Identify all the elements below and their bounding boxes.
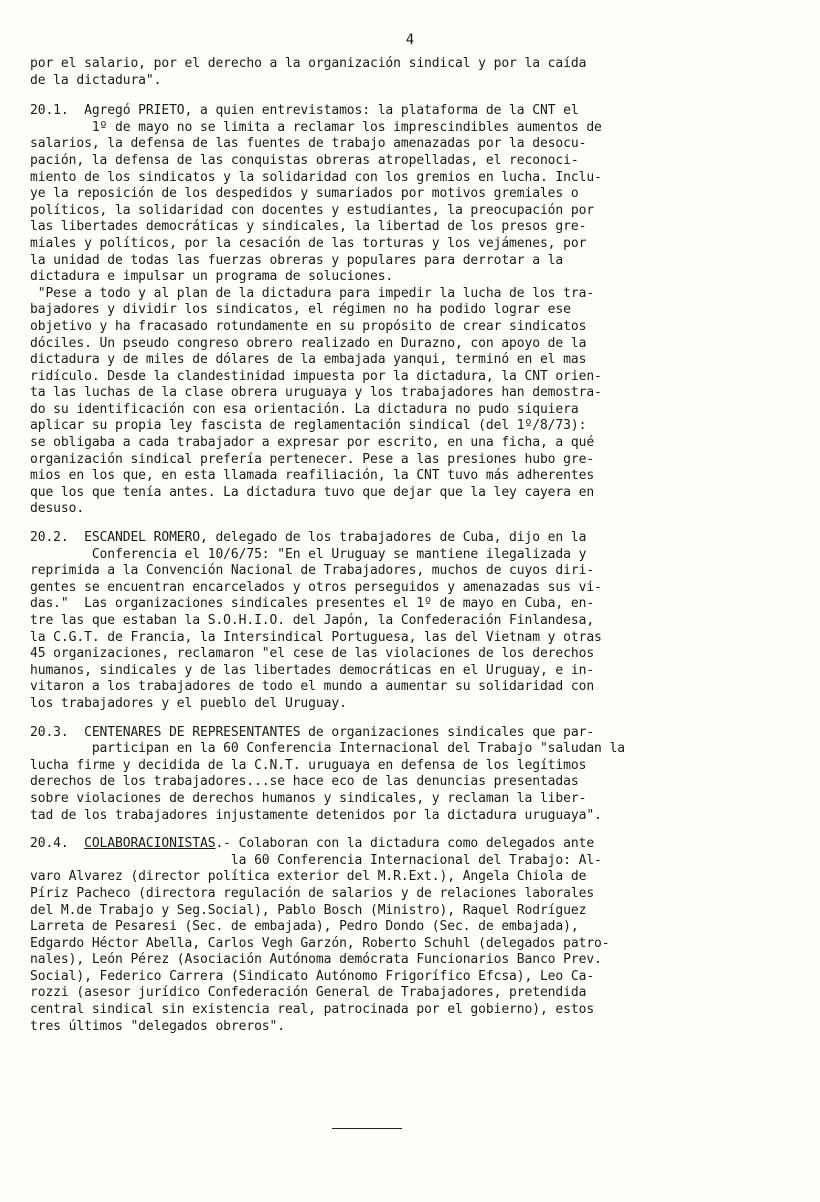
section-heading-rest: .- Colaboran con la dictadura como delegados ante — [215, 836, 595, 852]
text-line: derechos de los trabajadores...se hace eco de las denuncias presentadas — [30, 774, 579, 790]
text-line: das." Las organizaciones sindicales presentes el 1º de mayo en Cuba, en- — [30, 596, 595, 612]
section-20-1 — [30, 103, 770, 518]
text-line: tre las que estaban la S.O.H.I.O. del Japón, la Confederación Finlandesa, — [30, 613, 595, 628]
text-line: central sindical sin existencia real, patrocinada por el gobierno), estos — [30, 1002, 595, 1018]
text-line: de la dictadura". — [30, 72, 162, 88]
text-line: organización sindical prefería pertenecer. Pese a las presiones hubo gre- — [30, 451, 595, 467]
section-20-3 — [30, 725, 770, 825]
text-line: sobre violaciones de derechos humanos y sindicales, y reclaman la liber- — [30, 790, 587, 806]
text-line: varo Alvarez (director política exterior del M.R.Ext.), Angela Chiola de — [30, 869, 587, 885]
text-line: pación, la defensa de las conquistas obreras atropelladas, el reconoci- — [30, 152, 579, 168]
text-line: dictadura y de miles de dólares de la embajada yanqui, terminó en el mas — [30, 352, 587, 368]
text-line: tad de los trabajadores injustamente detenidos por la dictadura uruguaya". — [30, 807, 602, 823]
section-heading-line: 20.3. CENTENARES DE REPRESENTANTES de organizaciones sindicales que par- — [30, 724, 595, 740]
text-line: la 60 Conferencia Internacional del Trabajo: Al- — [30, 852, 602, 868]
text-line: ye la reposición de los despedidos y sumariados por motivos gremiales o — [30, 186, 579, 202]
text-line: desuso. — [30, 501, 85, 517]
document-body — [30, 56, 770, 1047]
text-line: ridículo. Desde la clandestinidad impuesta por la dictadura, la CNT orien- — [30, 368, 602, 384]
text-line: participan en la 60 Conferencia Internacional del Trabajo "saludan la — [30, 741, 625, 757]
text-line: aplicar su propia ley fascista de reglamentación sindical (del 1º/8/73): — [30, 418, 587, 434]
text-line: "Pese a todo y al plan de la dictadura para impedir la lucha de los tra- — [30, 285, 595, 301]
section-number: 20.4. — [30, 836, 85, 852]
text-line: rozzi (asesor jurídico Confederación General de Trabajadores, pretendida — [30, 985, 587, 1001]
text-line: miales y políticos, por la cesación de las torturas y los vejámenes, por — [30, 235, 587, 251]
text-line: humanos, sindicales y de las libertades democráticas en el Uruguay, e in- — [30, 662, 595, 678]
text-line: nales), León Pérez (Asociación Autónoma demócrata Funcionarios Banco Prev. — [30, 952, 602, 968]
text-line: Conferencia el 10/6/75: "En el Uruguay se mantiene ilegalizada y — [30, 546, 587, 562]
text-line: que los que tenía antes. La dictadura tuvo que dejar que la ley cayera en — [30, 484, 595, 500]
text-line: 1º de mayo no se limita a reclamar los imprescindibles aumentos de — [30, 119, 602, 135]
text-line: dictadura e impulsar un programa de soluciones. — [30, 269, 394, 285]
text-line: por el salario, por el derecho a la organización sindical y por la caída — [30, 56, 587, 71]
intro-paragraph — [30, 56, 770, 89]
text-line: salarios, la defensa de las fuentes de trabajo amenazadas por la desocu- — [30, 136, 587, 152]
text-line: la unidad de todas las fuerzas obreras y populares para derrotar a la — [30, 252, 564, 268]
section-20-2 — [30, 530, 770, 713]
text-line: reprimida a la Convención Nacional de Trabajadores, muchos de cuyos diri- — [30, 563, 595, 579]
text-line: del M.de Trabajo y Seg.Social), Pablo Bosch (Ministro), Raquel Rodríguez — [30, 902, 587, 918]
text-line: Social), Federico Carrera (Sindicato Autónomo Frigorífico Efcsa), Leo Ca- — [30, 968, 595, 984]
text-line: gentes se encuentran encarcelados y otros perseguidos y amenazadas sus vi- — [30, 579, 602, 595]
text-line: do su identificación con esa orientación. La dictadura no pudo siquiera — [30, 401, 579, 417]
section-heading-line: 20.2. ESCANDEL ROMERO, delegado de los trabajadores de Cuba, dijo en la — [30, 530, 587, 546]
text-line: las libertades democráticas y sindicales, la libertad de los presos gre- — [30, 219, 587, 235]
text-line: ta las luchas de la clase obrera uruguaya y los trabajadores han demostra- — [30, 385, 602, 401]
text-line: Larreta de Pesaresi (Sec. de embajada), Pedro Dondo (Sec. de embajada), — [30, 919, 579, 935]
text-line: los trabajadores y el pueblo del Uruguay. — [30, 695, 347, 711]
text-line: vitaron a los trabajadores de todo el mundo a aumentar su solidaridad con — [30, 679, 595, 695]
section-heading-line — [30, 836, 770, 853]
text-line: Edgardo Héctor Abella, Carlos Vegh Garzón, Roberto Schuhl (delegados patro- — [30, 935, 610, 951]
text-line: 45 organizaciones, reclamaron "el cese de las violaciones de los derechos — [30, 646, 595, 662]
text-line: objetivo y ha fracasado rotundamente en su propósito de crear sindicatos — [30, 318, 587, 334]
closing-rule — [332, 1128, 402, 1129]
text-line: miento de los sindicatos y la solidaridad con los gremios en lucha. Inclu- — [30, 169, 602, 185]
section-title: COLABORACIONISTAS — [84, 836, 216, 852]
text-line: lucha firme y decidida de la C.N.T. uruguaya en defensa de los legítimos — [30, 757, 587, 773]
text-line: mios en los que, en esta llamada reafiliación, la CNT tuvo más adherentes — [30, 468, 595, 484]
page-number: 4 — [405, 32, 415, 48]
text-line: tres últimos "delegados obreros". — [30, 1018, 285, 1034]
section-heading-line: 20.1. Agregó PRIETO, a quien entrevistamos: la plataforma de la CNT el — [30, 103, 579, 119]
text-line: dóciles. Un pseudo congreso obrero realizado en Durazno, con apoyo de la — [30, 335, 587, 351]
text-line: bajadores y dividir los sindicatos, el régimen no ha podido lograr ese — [30, 302, 571, 318]
text-line: la C.G.T. de Francia, la Intersindical Portuguesa, las del Vietnam y otras — [30, 629, 602, 645]
text-line: políticos, la solidaridad con docentes y estudiantes, la preocupación por — [30, 202, 595, 218]
text-line: se obligaba a cada trabajador a expresar por escrito, en una ficha, a qué — [30, 435, 595, 451]
section-20-4 — [30, 836, 770, 1035]
text-line: Píriz Pacheco (directora regulación de salarios y de relaciones laborales — [30, 885, 595, 901]
